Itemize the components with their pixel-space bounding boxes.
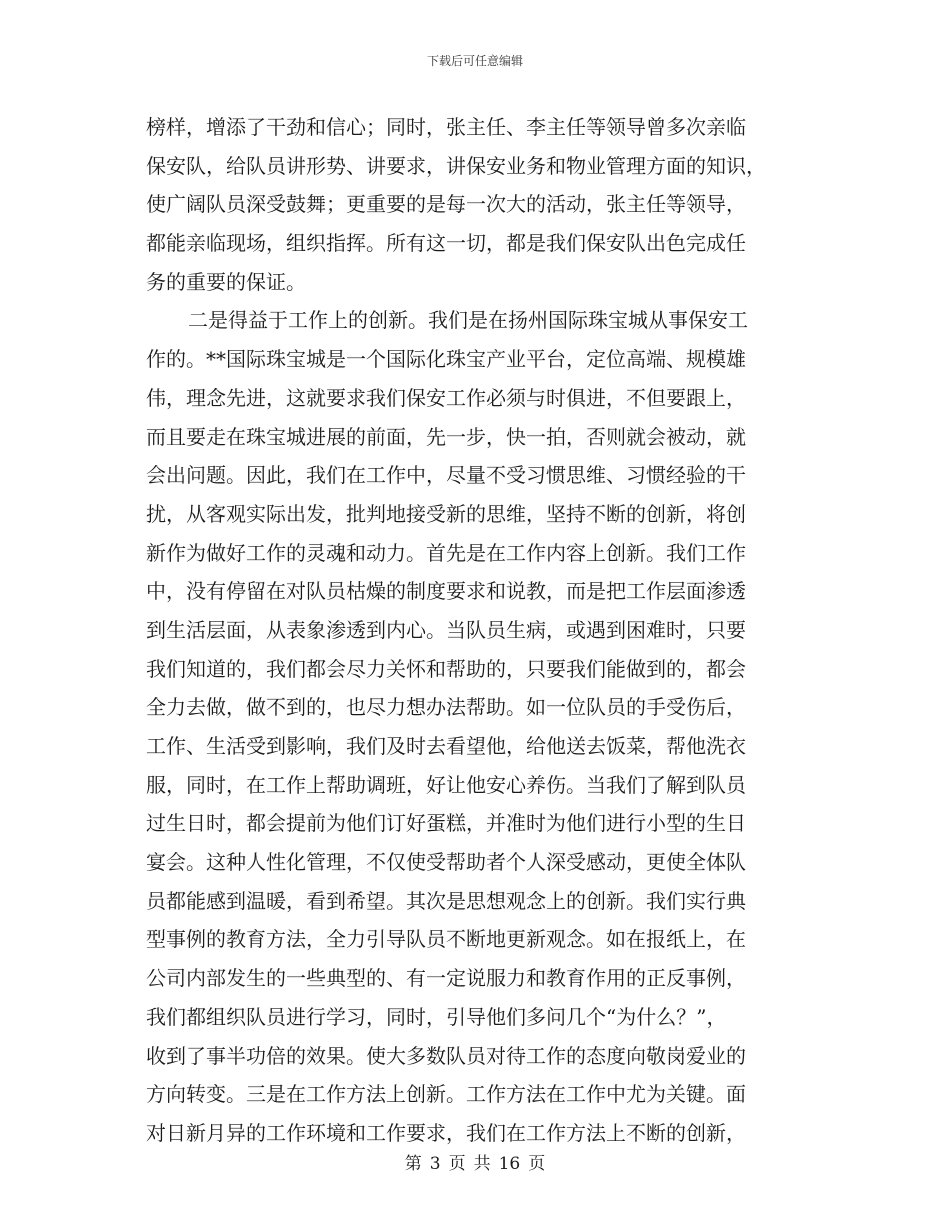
text-line: 榜样，增添了干劲和信心；同时，张主任、李主任等领导曾多次亲临 xyxy=(146,115,746,139)
footer-prefix: 第 xyxy=(404,1154,422,1174)
text-line: 公司内部发生的一些典型的、有一定说服力和教育作用的正反事例， xyxy=(146,966,746,991)
text-line: 我们知道的，我们都会尽力关怀和帮助的，只要我们能做到的，都会 xyxy=(146,656,746,681)
text-line: 会出问题。因此，我们在工作中，尽量不受习惯思维、习惯经验的干 xyxy=(146,463,746,488)
text-line: 工作、生活受到影响，我们及时去看望他，给他送去饭菜，帮他洗衣 xyxy=(146,734,746,758)
text-line: 全力去做，做不到的，也尽力想办法帮助。如一位队员的手受伤后， xyxy=(146,695,746,720)
footer-total-word: 共 xyxy=(473,1154,491,1174)
footer-current-page: 3 xyxy=(429,1154,441,1174)
text-line: 保安队，给队员讲形势、讲要求，讲保安业务和物业管理方面的知识， xyxy=(146,153,766,178)
text-line: 使广阔队员深受鼓舞；更重要的是每一次大的活动，张主任等领导， xyxy=(146,192,746,217)
text-line: 我们都组织队员进行学习，同时，引导他们多问几个“为什么？”， xyxy=(146,1004,727,1029)
document-body xyxy=(146,108,806,1153)
footer-suffix: 页 xyxy=(528,1154,546,1174)
text-line: 作的。**国际珠宝城是一个国际化珠宝产业平台，定位高端、规模雄 xyxy=(146,347,746,372)
text-line: 收到了事半功倍的效果。使大多数队员对待工作的态度向敬岗爱业的 xyxy=(146,1043,746,1068)
text-line: 型事例的教育方法，全力引导队员不断地更新观念。如在报纸上，在 xyxy=(146,927,746,952)
text-line: 对日新月异的工作环境和工作要求，我们在工作方法上不断的创新， xyxy=(146,1120,746,1145)
page-header-note: 下载后可任意编辑 xyxy=(426,54,523,68)
footer-page-word: 页 xyxy=(448,1154,466,1174)
text-line: 扰，从客观实际出发，批判地接受新的思维，坚持不断的创新，将创 xyxy=(146,501,746,526)
paragraph-start-line: 二是得益于工作上的创新。我们是在扬州国际珠宝城从事保安工 xyxy=(188,308,748,333)
text-line: 过生日时，都会提前为他们订好蛋糕，并准时为他们进行小型的生日 xyxy=(146,811,746,836)
text-line: 务的重要的保证。 xyxy=(146,269,306,294)
text-line: 新作为做好工作的灵魂和动力。首先是在工作内容上创新。我们工作 xyxy=(146,540,746,565)
text-line: 宴会。这种人性化管理，不仅使受帮助者个人深受感动，更使全体队 xyxy=(146,850,746,875)
text-line: 都能亲临现场，组织指挥。所有这一切，都是我们保安队出色完成任 xyxy=(146,231,746,256)
text-line: 到生活层面，从表象渗透到内心。当队员生病，或遇到困难时，只要 xyxy=(146,617,746,642)
text-line: 员都能感到温暖，看到希望。其次是思想观念上的创新。我们实行典 xyxy=(146,888,746,913)
footer-total-pages: 16 xyxy=(498,1154,521,1174)
text-line: 服，同时，在工作上帮助调班，好让他安心养伤。当我们了解到队员 xyxy=(146,772,746,797)
text-line: 伟，理念先进，这就要求我们保安工作必须与时俱进，不但要跟上， xyxy=(146,385,746,410)
text-line: 中，没有停留在对队员枯燥的制度要求和说教，而是把工作层面渗透 xyxy=(146,579,746,604)
text-line: 方向转变。三是在工作方法上创新。工作方法在工作中尤为关键。面 xyxy=(146,1082,746,1107)
page-number-footer xyxy=(0,1154,950,1174)
text-line: 而且要走在珠宝城进展的前面，先一步，快一拍，否则就会被动，就 xyxy=(146,424,746,449)
